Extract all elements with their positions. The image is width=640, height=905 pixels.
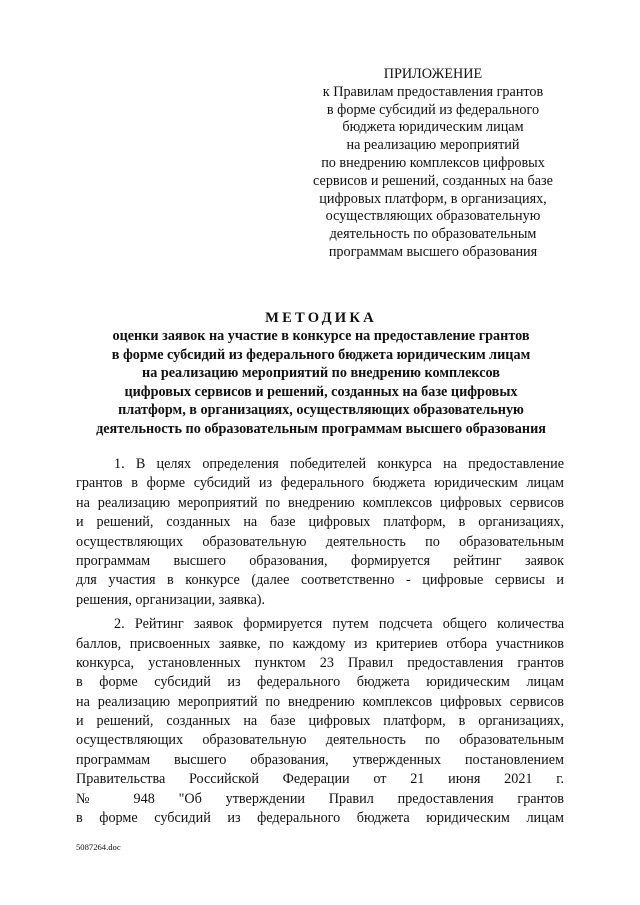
paragraph-line: программам высшего образования, формируется рейтинг заявок (76, 552, 564, 569)
subtitle-line: в форме субсидий из федерального бюджета юридическим лицам (111, 346, 531, 363)
paragraph-line: 2. Рейтинг заявок формируется путем подсчета общего количества (114, 616, 564, 633)
paragraph-line: 1. В целях определения победителей конкурса на предоставление (114, 456, 564, 472)
appendix-heading: ПРИЛОЖЕНИЕ (383, 66, 483, 82)
appendix-line: бюджета юридическим лицам (342, 119, 524, 136)
subtitle-line: цифровых сервисов и решений, созданных на базе цифровых (124, 383, 518, 400)
paragraph-line: и решений, созданных на базе цифровых платформ, в организациях, (76, 713, 564, 730)
paragraph-line: на реализацию мероприятий по внедрению комплексов цифровых сервисов (76, 693, 564, 710)
appendix-line: цифровых платформ, в организациях, (319, 190, 547, 207)
document-body (76, 455, 564, 828)
file-name-footer: 5087264.doc (76, 842, 121, 852)
paragraph-line: конкурса, установленных пунктом 23 Правил предоставления грантов (76, 654, 564, 671)
paragraph-line: Правительства Российской Федерации от 21 июня 2021 г. (76, 771, 564, 788)
paragraph-line: баллов, присвоенных заявке, по каждому из критериев отбора участников (76, 635, 564, 652)
paragraph-line: решения, организации, заявка). (76, 591, 266, 608)
appendix-line: на реализацию мероприятий (346, 137, 520, 154)
paragraph-line: грантов в форме субсидий из федерального бюджета юридическим лицам (76, 475, 564, 492)
subtitle-line: платформ, в организациях, осуществляющих образовательную (118, 402, 524, 419)
paragraph-line: № 948 "Об утверждении Правил предоставления грантов (76, 790, 564, 807)
appendix-line: в форме субсидий из федерального (326, 101, 540, 118)
paragraph-1 (76, 455, 564, 610)
appendix-line: по внедрению комплексов цифровых (321, 154, 545, 171)
appendix-line: осуществляющих образовательную (325, 208, 541, 225)
appendix-line: сервисов и решений, созданных на базе (313, 172, 553, 189)
subtitle-line: на реализацию мероприятий по внедрению комплексов (142, 365, 500, 382)
document-subtitle (60, 327, 582, 439)
paragraph-line: в форме субсидий из федерального бюджета юридическим лицам (76, 674, 564, 691)
appendix-line: к Правилам предоставления грантов (322, 83, 544, 100)
paragraph-2 (76, 615, 564, 828)
paragraph-line: программам высшего образования, утвержденных постановлением (76, 751, 564, 768)
paragraph-line: и решений, созданных на базе цифровых платформ, в организациях, (76, 514, 564, 531)
subtitle-line: деятельность по образовательным программам высшего образования (96, 420, 546, 437)
subtitle-line: оценки заявок на участие в конкурсе на предоставление грантов (112, 328, 530, 344)
appendix-line: деятельность по образовательным (329, 226, 537, 243)
document-title: МЕТОДИКА (265, 310, 377, 326)
paragraph-line: осуществляющих образовательную деятельность по образовательным (76, 732, 564, 749)
appendix-block (290, 66, 576, 262)
paragraph-line: в форме субсидий из федерального бюджета юридическим лицам (76, 810, 564, 827)
appendix-line: программам высшего образования (328, 243, 538, 260)
paragraph-line: осуществляющих образовательную деятельность по образовательным (76, 533, 564, 550)
paragraph-line: на реализацию мероприятий по внедрению комплексов цифровых сервисов (76, 494, 564, 511)
paragraph-line: для участия в конкурсе (далее соответственно - цифровые сервисы и (76, 572, 564, 589)
